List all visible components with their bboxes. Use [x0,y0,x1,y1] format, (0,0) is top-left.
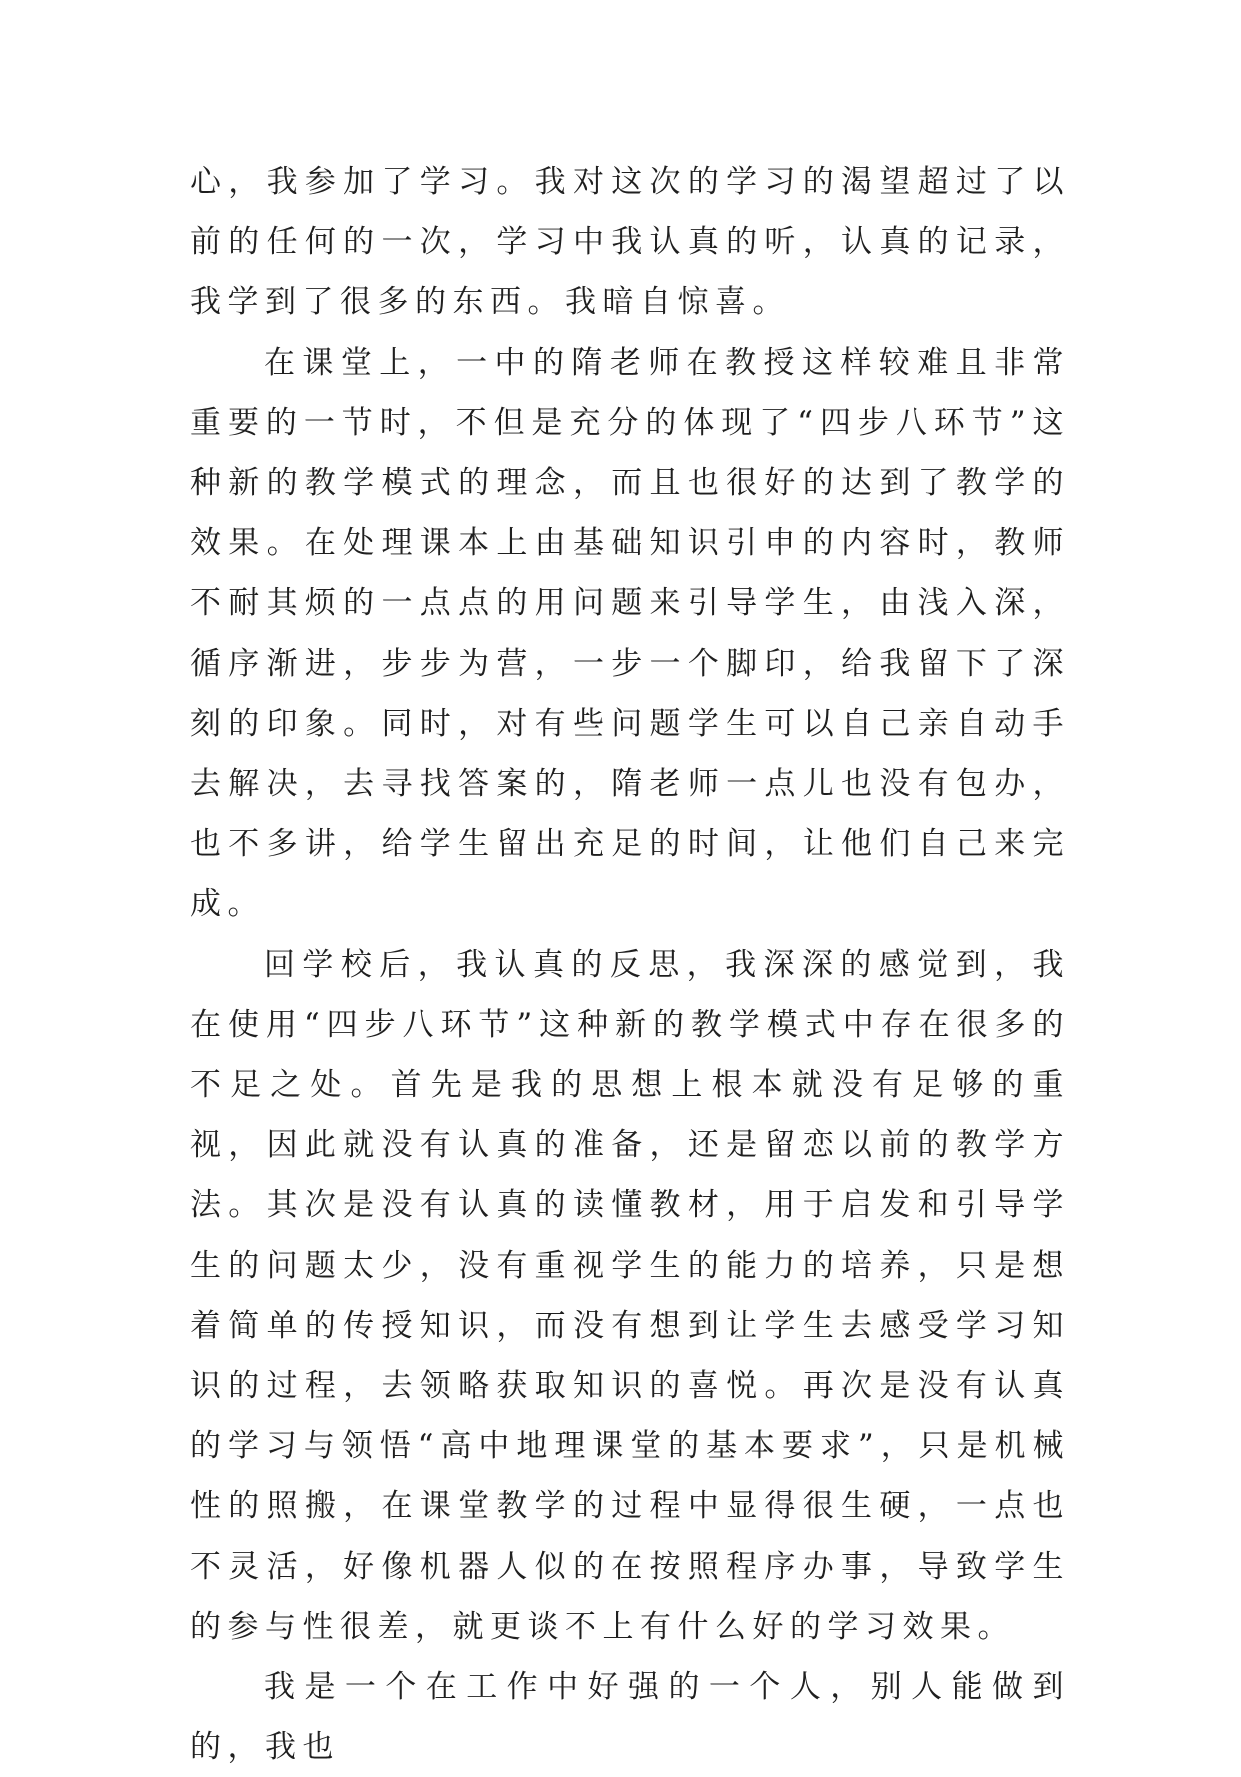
paragraph-4: 我是一个在工作中好强的一个人，别人能做到的，我也 [190,1669,1070,1766]
body-text [190,152,1070,1777]
paragraph-1: 心，我参加了学习。我对这次的学习的渴望超过了以前的任何的一次，学习中我认真的听，认真的记录，我学到了很多的东西。我暗自惊喜。 [190,164,1070,321]
paragraph-2: 在课堂上，一中的隋老师在教授这样较难且非常重要的一节时，不但是充分的体现了“四步八环节”这种新的教学模式的理念，而且也很好的达到了教学的效果。在处理课本上由基础知识引申的内容时，教师不耐其烦的一点点的用问题来引导学生，由浅入深，循序渐进，步步为营，一步一个脚印，给我留下了深刻的印象。同时，对有些问题学生可以自己亲自动手去解决，去寻找答案的，隋老师一点儿也没有包办，也不多讲，给学生留出充足的时间，让他们自己来完成。 [190,344,1070,923]
paragraph-3: 回学校后，我认真的反思，我深深的感觉到，我在使用“四步八环节”这种新的教学模式中存在很多的不足之处。首先是我的思想上根本就没有足够的重视，因此就没有认真的准备，还是留恋以前的教学方法。其次是没有认真的读懂教材，用于启发和引导学生的问题太少，没有重视学生的能力的培养，只是想着简单的传授知识，而没有想到让学生去感受学习知识的过程，去领略获取知识的喜悦。再次是没有认真的学习与领悟“高中地理课堂的基本要求”，只是机械性的照搬，在课堂教学的过程中显得很生硬，一点也不灵活，好像机器人似的在按照程序办事，导致学生的参与性很差，就更谈不上有什么好的学习效果。 [190,946,1070,1645]
